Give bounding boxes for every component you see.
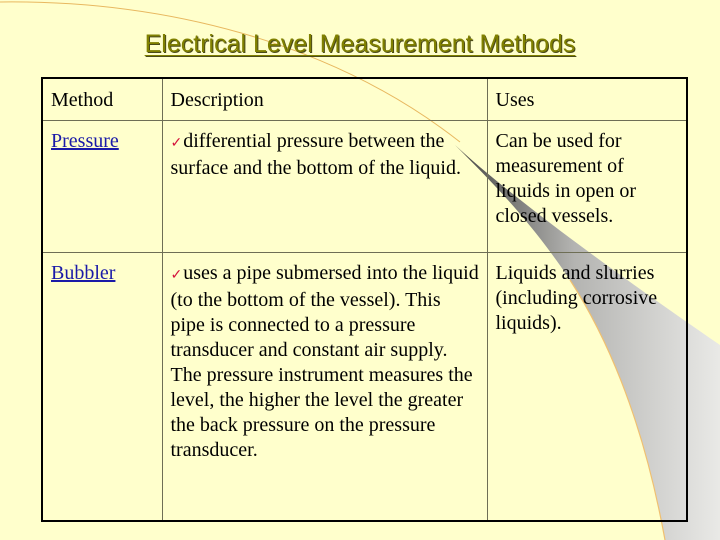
uses-cell <box>487 121 687 253</box>
header-method: Method <box>42 78 162 121</box>
table-row <box>42 121 687 253</box>
description-text: uses a pipe submersed into the liquid (to the bottom of the vessel). This pipe is connected to a pressure transducer and constant air supply. The pressure instrument measures the level, the higher the level the greater the back pressure on the pressure transducer. <box>170 262 479 461</box>
uses-cell <box>487 253 687 522</box>
description-cell <box>162 121 487 253</box>
check-icon: ✓ <box>170 136 183 151</box>
check-icon: ✓ <box>170 268 183 283</box>
header-description: Description <box>162 78 487 121</box>
method-cell <box>42 253 162 522</box>
table-row <box>42 253 687 522</box>
method-link-bubbler[interactable]: Bubbler <box>51 262 116 284</box>
table-header-row <box>42 78 687 121</box>
uses-text: Liquids and slurries (including corrosive liquids). <box>495 262 658 334</box>
uses-text: Can be used for measurement of liquids in open or closed vessels. <box>495 130 637 227</box>
description-text: differential pressure between the surface and the bottom of the liquid. <box>170 130 461 179</box>
method-cell <box>42 121 162 253</box>
description-cell <box>162 253 487 522</box>
header-uses: Uses <box>487 78 687 121</box>
method-link-pressure[interactable]: Pressure <box>51 130 119 152</box>
methods-table <box>41 77 688 522</box>
slide-title: Electrical Level Measurement Methods <box>144 30 576 58</box>
